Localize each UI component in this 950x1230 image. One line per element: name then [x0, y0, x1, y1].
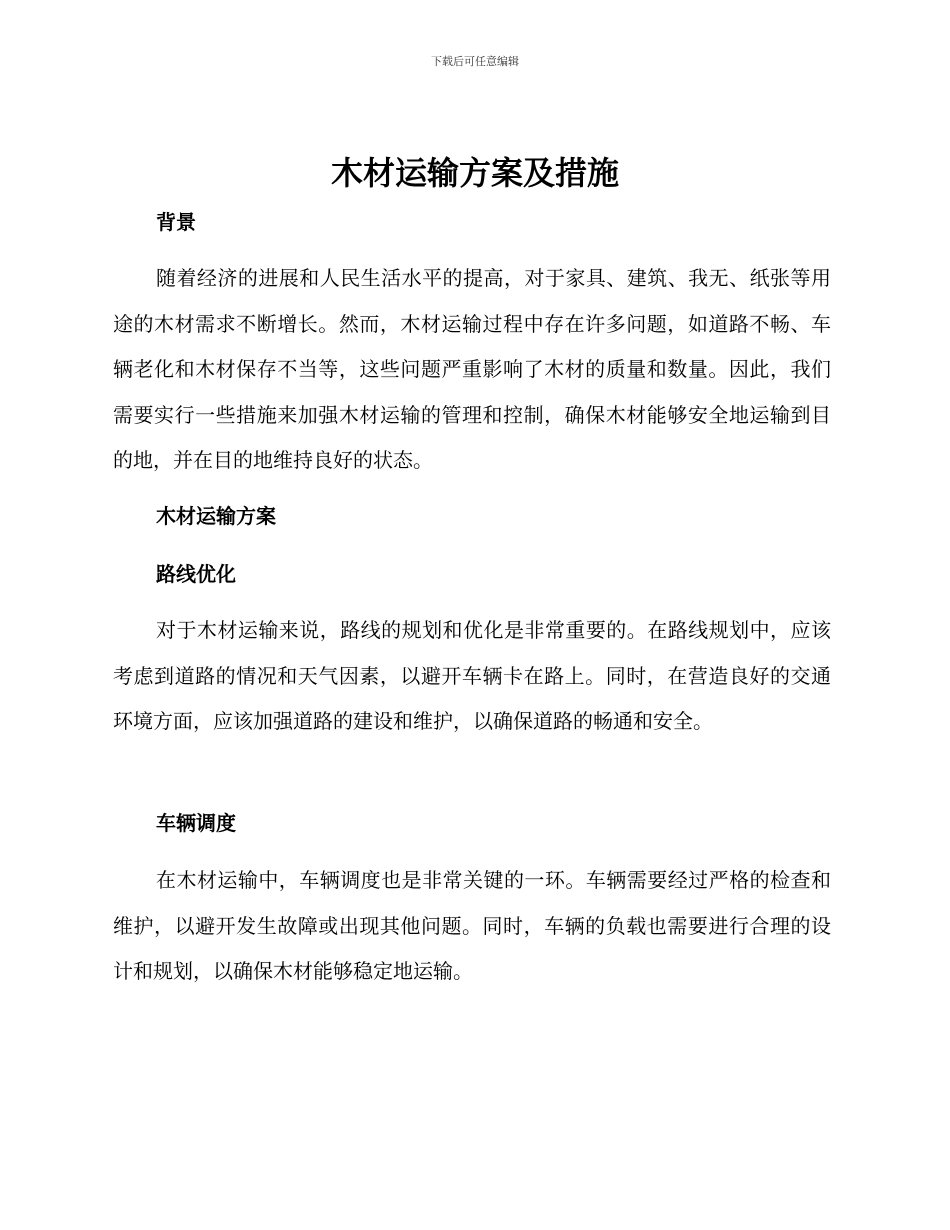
- section-heading-vehicle: 车辆调度: [156, 811, 236, 835]
- header-note: 下载后可任意编辑: [431, 55, 519, 68]
- document-title: 木材运输方案及措施: [330, 154, 619, 192]
- section-heading-plan: 木材运输方案: [156, 504, 276, 528]
- paragraph-background: 随着经济的进展和人民生活水平的提高，对于家具、建筑、我无、纸张等用途的木材需求不断增长。然而，木材运输过程中存在许多问题，如道路不畅、车辆老化和木材保存不当等，这些问题严重影响了木材的质量和数量。因此，我们需要实行一些措施来加强木材运输的管理和控制，确保木材能够安全地运输到目的地，并在目的地维持良好的状态。: [113, 266, 831, 472]
- paragraph-route: 对于木材运输来说，路线的规划和优化是非常重要的。在路线规划中，应该考虑到道路的情况和天气因素，以避开车辆卡在路上。同时，在营造良好的交通环境方面，应该加强道路的建设和维护，以确保道路的畅通和安全。: [113, 618, 831, 733]
- section-heading-background: 背景: [156, 210, 196, 234]
- paragraph-vehicle: 在木材运输中，车辆调度也是非常关键的一环。车辆需要经过严格的检查和维护，以避开发生故障或出现其他问题。同时，车辆的负载也需要进行合理的设计和规划，以确保木材能够稳定地运输。: [113, 868, 831, 983]
- section-heading-route: 路线优化: [156, 562, 236, 586]
